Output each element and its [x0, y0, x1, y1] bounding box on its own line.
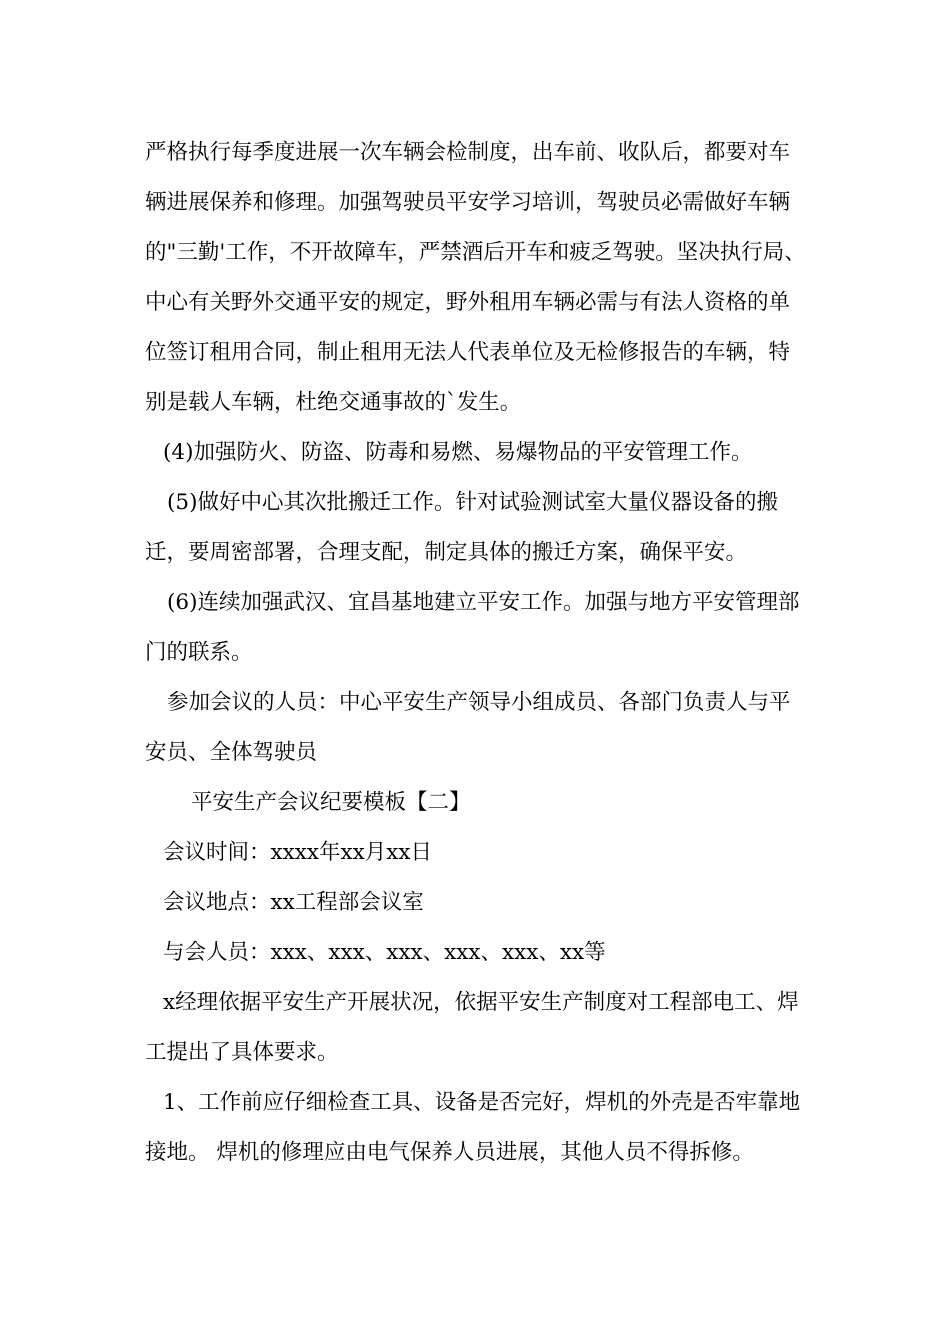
- paragraph-item-4: (4)加强防火、防盗、防毒和易燃、易爆物品的平安管理工作。: [163, 440, 753, 465]
- paragraph-manager-requirements: x经理依据平安生产开展状况，依据平安生产制度对工程部电工、焊工提出了具体要求。: [145, 990, 799, 1065]
- paragraph-attendees: 参加会议的人员：中心平安生产领导小组成员、各部门负责人与平安员、全体驾驶员: [145, 690, 791, 765]
- paragraph-item-6: (6)连续加强武汉、宜昌基地建立平安工作。加强与地方平安管理部门的联系。: [145, 590, 800, 665]
- paragraph-requirement-1: 1、工作前应仔细检查工具、设备是否完好，焊机的外壳是否牢靠地接地。 焊机的修理应由电气保养人员进展，其他人员不得拆修。: [145, 1090, 801, 1165]
- document-body: [145, 128, 810, 1178]
- paragraph-item-5: (5)做好中心其次批搬迁工作。针对试验测试室大量仪器设备的搬迁，要周密部署，合理支配，制定具体的搬迁方案，确保平安。: [145, 490, 778, 565]
- meeting-participants: 与会人员：xxx、xxx、xxx、xxx、xxx、xx等: [163, 940, 606, 965]
- section-heading: 平安生产会议纪要模板【二】: [191, 790, 471, 815]
- paragraph-vehicle-inspection: 严格执行每季度进展一次车辆会检制度，出车前、收队后，都要对车辆进展保养和修理。加强驾驶员平安学习培训，驾驶员必需做好车辆的"三勤'工作，不开故障车，严禁酒后开车和疲乏驾驶。坚决执行局、中心有关野外交通平安的规定，野外租用车辆必需与有法人资格的单位签订租用合同，制止租用无法人代表单位及无检修报告的车辆，特别是载人车辆，杜绝交通事故的`发生。: [145, 140, 806, 415]
- meeting-location: 会议地点：xx工程部会议室: [163, 890, 424, 915]
- meeting-time: 会议时间：xxxx年xx月xx日: [163, 840, 433, 865]
